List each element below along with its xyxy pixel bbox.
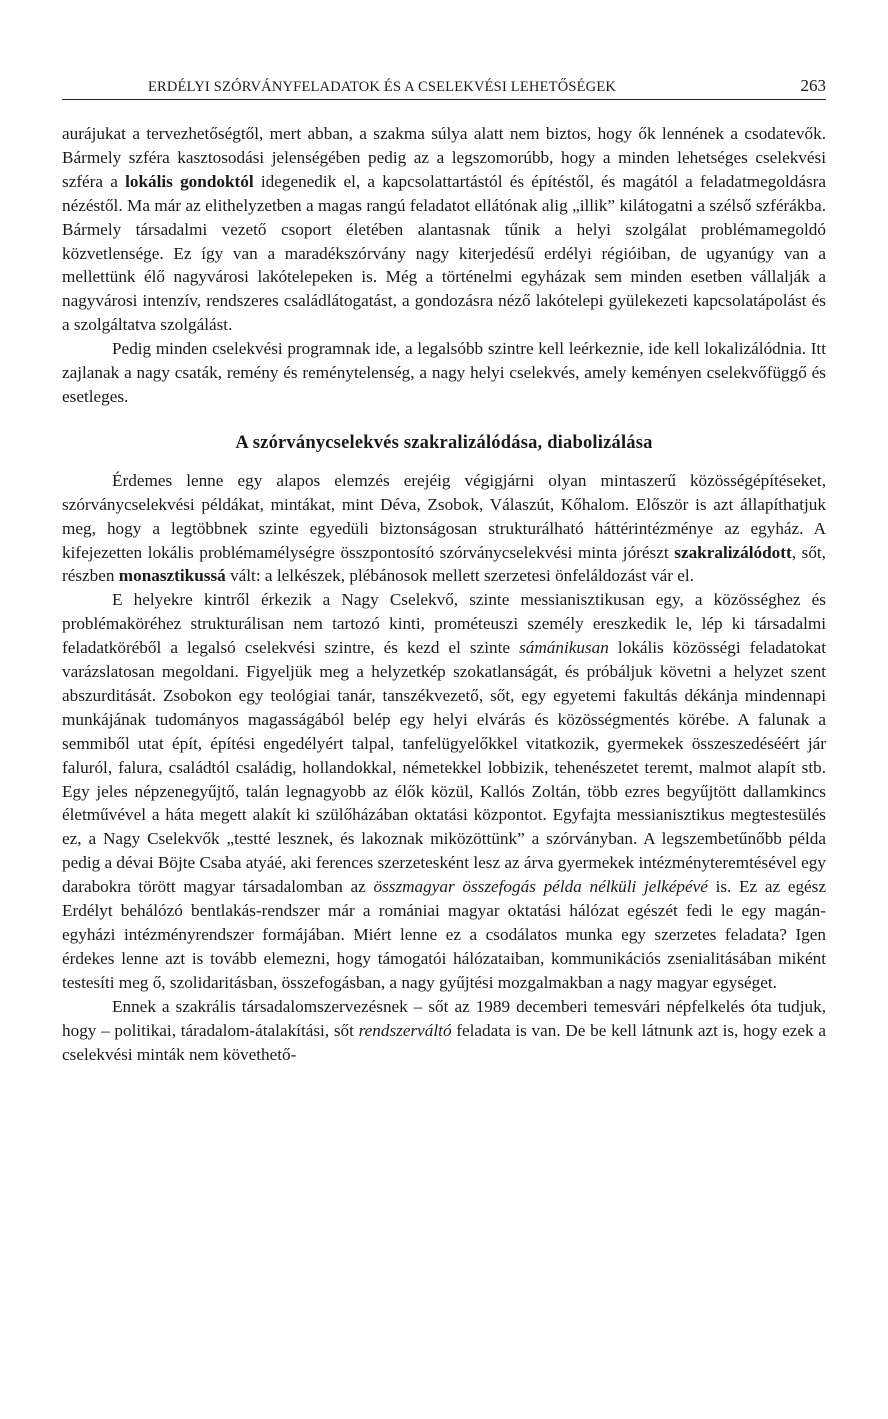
text-run: Érdemes lenne egy alapos elemzés erejéig végigjárni olyan mintaszerű közösségépítéseket, szórványcselekvési példákat, mintákat, mint Déva, Zsobok, Válaszút, Kőhalom. Először is azt állapíthatjuk meg, hogy a legtöbbnek szinte egyedüli biztonságosan strukturálható háttérintézménye az egyház. A kifejezetten lokális problémamélységre összpontosító szórványcselekvési minta jórészt [62,470,826,562]
bold-term: szakralizálódott [674,542,792,562]
italic-term: rendszerváltó [358,1020,452,1040]
bold-term: monasztikussá [118,566,226,586]
text-run: vált: a lelkészek, plébánosok mellett szerzetesi önfeláldozást vár el. [225,566,694,586]
running-title: ERDÉLYI SZÓRVÁNYFELADATOK ÉS A CSELEKVÉSI LEHETŐSÉGEK [148,79,617,95]
bold-term: lokális gondoktól [125,171,254,191]
body-text [62,122,826,1066]
book-page [62,74,826,1066]
text-run: , sőt, részben [62,542,826,586]
text-run: lokális közösségi feladatokat varázslatosan megoldani. Figyeljük meg a helyzetkép szokatlanságát, és próbáljuk követni a helyzet szent abszurditását. Zsobokon egy teológiai tanár, tanszékvezető, sőt, egy egyetemi fakultás dékánja mindennapi munkájának tudományos magasságából belép egy helyi elvárás és közösségmentés körébe. A falunak a semmiből utat épít, építési engedélyért talpal, tanfelügyelőkkel vitatkozik, gyermekek összeszedéséért jár faluról, falura, családtól családig, hollandokkal, németekkel lobbizik, tehenészetet teremt, malmot alapít stb. Egy jeles népzenegyűjtő, talán legnagyobb az élők közül, Kallós Zoltán, több ezres begyűjtött dallamkincs életművével a háta megett alakít ki szülőházában oktatási központot. Egyfajta messianisztikus megtestesülés ez, a Nagy Cselekvők „testté lesznek, és lakoznak miközöttünk” a szórványban. A legszembetűnőbb példa pedig a dévai Böjte Csaba atyáé, aki ferences szerzetesként lesz az árva gyermekek intézményteremtésével egy darabokra törött magyar társadalomban az [62,638,826,897]
text-run: Ennek a szakrális társadalomszervezésnek – sőt az 1989 decemberi temesvári népfelkelés óta tudjuk, hogy – politikai, táradalom-átalakítási, sőt [62,996,826,1040]
text-run: idegenedik el, a kapcsolattartástól és építéstől, és magától a feladatmegoldásra nézéstől. Ma már az elithelyzetben a magas rangú feladatot ellátónak alig „illik” kilátogatni a szélső szférákba. Bármely társadalmi vezető csoport életében alantasnak tűnik a helyi szolgálat problémamegoldó közvetlensége. Ez így van a maradékszórvány nagy kiterjedésű erdélyi régióiban, de ugyanúgy van a mellettünk élő nagyvárosi lakótelepeken is. Még a történelmi egyházak sem minden esetben vállalják a nagyvárosi intenzív, rendszeres családlátogatást, a gondozásra néző lakótelepi gyülekezeti kapcsolatápolást és a szolgáltatva szolgálást. [62,171,826,335]
paragraph-4 [62,588,826,994]
paragraph-5 [62,995,826,1067]
italic-term: sámánikusan [519,638,609,658]
section-heading: A szórványcselekvés szakralizálódása, diabolizálása [235,432,653,453]
page-number: 263 [800,76,826,95]
text-run: feladata is van. De be kell látnunk azt is, hogy ezek a cselekvési minták nem követhető- [62,1020,826,1064]
italic-term: összmagyar összefogás példa nélküli jelképévé [373,877,708,897]
text-run: is. Ez az egész Erdélyt behálózó bentlakás-rendszer már a romániai magyar oktatási hálózat egészét fedi le egy magán-egyházi intézményrendszer formájában. Miért lenne ez a csodálatos munka egy szerzetes feladata? Igen érdekes lenne azt is tovább elemezni, hogy támogatói hálózataiban, kommunikációs zsenialitásában miként testesíti meg ő, szolidaritásban, összefogásban, a nagy gyűjtési mozgalmakban a nagy magyar egységet. [62,877,826,992]
text-run: E helyekre kintről érkezik a Nagy Cselekvő, szinte messianisztikusan egy, a közösséghez és problémaköréhez strukturálisan nem tartozó kinti, prométeuszi személy ereszkedik le, lép ki társadalmi feladatköréből a legalsó cselekvési szintre, és kezd el szinte [62,590,826,658]
text-run: aurájukat a tervezhetőségtől, mert abban, a szakma súlya alatt nem biztos, hogy ők lennének a csodatevők. Bármely szféra kasztosodási jelenségében pedig az a legszomorúbb, hogy a minden lehetséges cselekvési szféra a [62,124,826,191]
text-run: Pedig minden cselekvési programnak ide, a legalsóbb szintre kell leérkeznie, ide kell lokalizálódnia. Itt zajlanak a nagy csaták, remény és reménytelenség, a nagy helyi cselekvés, amely keményen cselekvőfüggő és esetleges. [62,339,826,406]
paragraph-3 [62,469,826,589]
paragraph-1 [62,122,826,337]
paragraph-2 [62,337,826,409]
running-head [62,74,826,100]
